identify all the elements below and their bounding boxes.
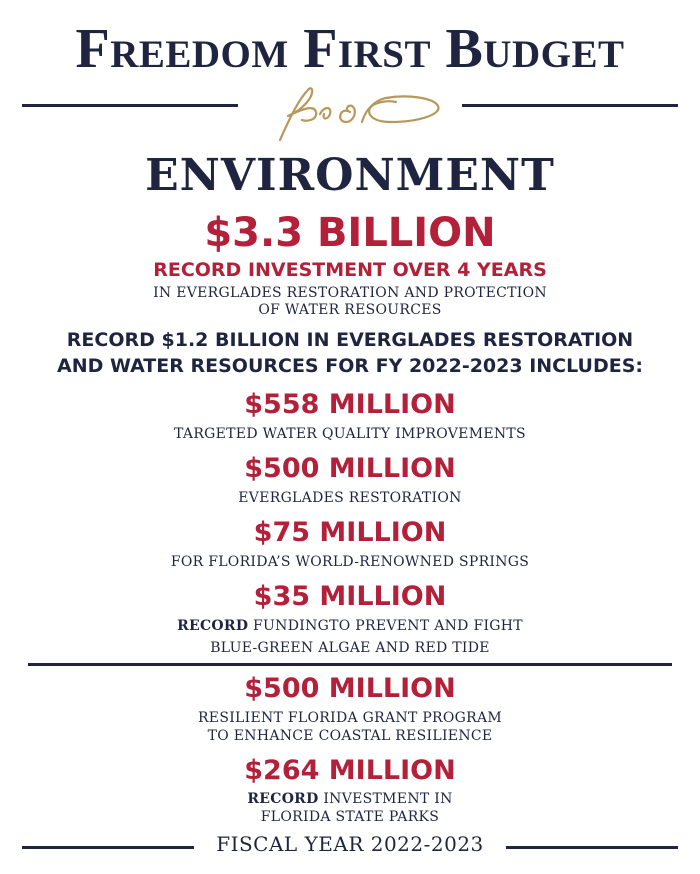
item-desc-bold: RECORD bbox=[247, 791, 319, 807]
item-desc bbox=[0, 789, 700, 809]
item-amount: $500 MILLION bbox=[244, 453, 456, 484]
item-desc-bold: RECORD bbox=[177, 618, 249, 634]
item-amount: $35 MILLION bbox=[253, 581, 447, 612]
item-desc: RESILIENT FLORIDA GRANT PROGRAM bbox=[197, 710, 503, 726]
record-line2: AND WATER RESOURCES FOR FY 2022-2023 INCLUDES: bbox=[56, 355, 644, 377]
footer-text: FISCAL YEAR 2022-2023 bbox=[216, 832, 484, 856]
header-rule-left bbox=[22, 104, 238, 107]
item-desc-rest: INVESTMENT IN bbox=[318, 791, 453, 807]
item-desc: EVERGLADES RESTORATION bbox=[238, 490, 462, 506]
item-desc-line2: TO ENHANCE COASTAL RESILIENCE bbox=[207, 728, 493, 744]
item-desc-rest: FUNDINGTO PREVENT AND FIGHT bbox=[248, 618, 523, 634]
item-amount: $264 MILLION bbox=[244, 755, 456, 786]
item-desc bbox=[0, 616, 700, 636]
item-desc: TARGETED WATER QUALITY IMPROVEMENTS bbox=[174, 426, 526, 442]
item-amount: $558 MILLION bbox=[244, 389, 456, 420]
headline-subtitle: RECORD INVESTMENT OVER 4 YEARS bbox=[153, 259, 547, 281]
footer-rule-right bbox=[506, 846, 678, 849]
item-desc-line2: FLORIDA STATE PARKS bbox=[260, 809, 440, 825]
item-amount: $500 MILLION bbox=[244, 673, 456, 704]
signature-icon bbox=[258, 82, 444, 144]
headline-desc-line1: IN EVERGLADES RESTORATION AND PROTECTION bbox=[153, 285, 547, 301]
item-desc-line2: BLUE-GREEN ALGAE AND RED TIDE bbox=[210, 640, 490, 656]
header-rule-right bbox=[462, 104, 678, 107]
record-line1: RECORD $1.2 BILLION IN EVERGLADES RESTORATION bbox=[66, 329, 634, 351]
item-desc: FOR FLORIDA’S WORLD-RENOWNED SPRINGS bbox=[170, 554, 530, 570]
headline-desc-line2: OF WATER RESOURCES bbox=[258, 302, 442, 318]
item-amount: $75 MILLION bbox=[253, 517, 447, 548]
divider-rule bbox=[28, 663, 672, 666]
section-heading: ENVIRONMENT bbox=[145, 150, 555, 201]
headline-amount: $3.3 BILLION bbox=[204, 210, 496, 256]
page-title: Freedom First Budget bbox=[75, 18, 625, 80]
